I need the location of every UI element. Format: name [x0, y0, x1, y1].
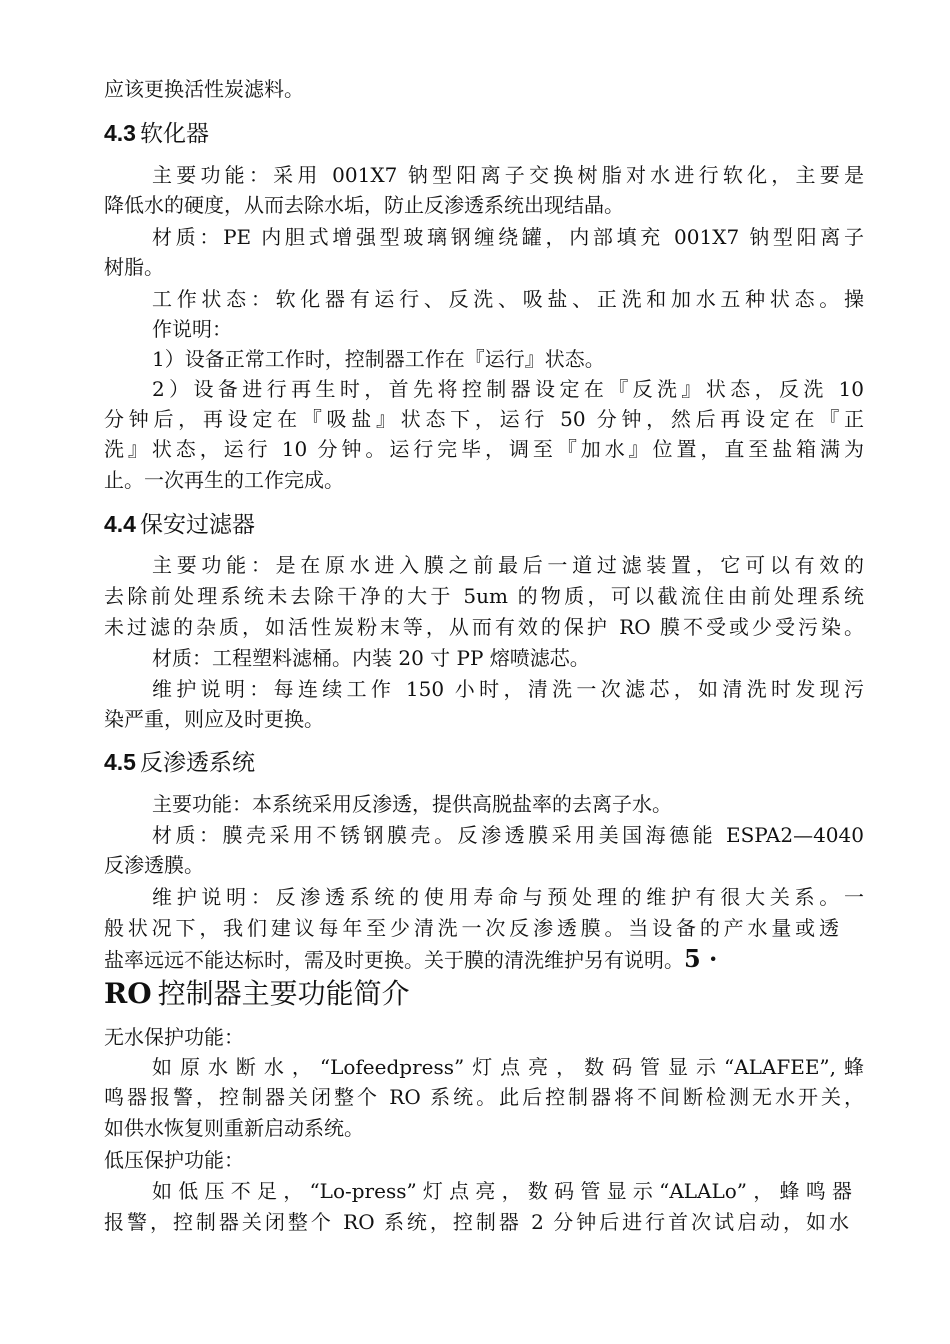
- paragraph-line: 如供水恢复则重新启动系统。: [104, 1116, 364, 1140]
- paragraph-line: 2）设备进行再生时，首先将控制器设定在『反洗』状态，反洗 10: [152, 377, 864, 401]
- paragraph-line: 主要功能：采用 001X7 钠型阳离子交换树脂对水进行软化，主要是: [152, 163, 864, 187]
- paragraph-line: 低压保护功能：: [104, 1148, 244, 1172]
- paragraph-line: 材质：PE 内胆式增强型玻璃钢缠绕罐，内部填充 001X7 钠型阳离子: [152, 225, 864, 249]
- paragraph-line: 工作状态：软化器有运行、反洗、吸盐、正洗和加水五种状态。操: [152, 287, 864, 311]
- paragraph-text: 盐率远远不能达标时，需及时更换。关于膜的清洗维护另有说明。: [104, 948, 684, 972]
- paragraph-line: 材质：膜壳采用不锈钢膜壳。反渗透膜采用美国海德能 ESPA2—4040: [152, 823, 864, 847]
- paragraph-line: 未过滤的杂质，如活性炭粉末等，从而有效的保护 RO 膜不受或少受污染。: [104, 615, 864, 639]
- paragraph-line: 1）设备正常工作时，控制器工作在『运行』状态。: [152, 347, 605, 371]
- paragraph-line: 报警，控制器关闭整个 RO 系统，控制器 2 分钟后进行首次试启动，如水: [104, 1210, 849, 1234]
- paragraph-line: 树脂。: [104, 255, 164, 279]
- paragraph-line: 如低压不足，“Lo-press”灯点亮，数码管显示“ALALo”，蜂鸣器: [152, 1179, 852, 1203]
- paragraph-line: [104, 944, 717, 975]
- paragraph-line: 染严重，则应及时更换。: [104, 707, 324, 731]
- section-number: 4.5: [104, 749, 136, 775]
- paragraph-line: 应该更换活性炭滤料。: [104, 77, 304, 101]
- section-heading-4-5: [104, 746, 255, 778]
- section-number-fragment: 5 ·: [684, 944, 718, 973]
- paragraph-line: 洗』状态，运行 10 分钟。运行完毕，调至『加水』位置，直至盐箱满为: [104, 437, 864, 461]
- paragraph-line: 分钟后，再设定在『吸盐』状态下，运行 50 分钟，然后再设定在『正: [104, 407, 864, 431]
- section-prefix: RO: [104, 977, 152, 1010]
- section-title: 保安过滤器: [139, 511, 255, 537]
- paragraph-line: 鸣器报警，控制器关闭整个 RO 系统。此后控制器将不间断检测无水开关，: [104, 1085, 864, 1109]
- section-number: 4.3: [104, 120, 136, 146]
- section-heading-4-3: [104, 117, 209, 149]
- paragraph-line: 止。一次再生的工作完成。: [104, 468, 344, 492]
- paragraph-line: 作说明：: [152, 317, 232, 341]
- section-title: 软化器: [139, 120, 209, 146]
- section-title: 反渗透系统: [139, 749, 255, 775]
- paragraph-line: 主要功能：本系统采用反渗透，提供高脱盐率的去离子水。: [152, 792, 672, 816]
- paragraph-line: 如原水断水，“Lofeedpress”灯点亮，数码管显示“ALAFEE”,蜂: [152, 1055, 864, 1079]
- paragraph-line: 维护说明：反渗透系统的使用寿命与预处理的维护有很大关系。一: [152, 885, 864, 909]
- paragraph-line: 去除前处理系统未去除干净的大于 5um 的物质，可以截流住由前处理系统: [104, 584, 864, 608]
- paragraph-line: 维护说明：每连续工作 150 小时，清洗一次滤芯，如清洗时发现污: [152, 677, 864, 701]
- section-heading-5: [104, 976, 410, 1012]
- paragraph-line: 主要功能：是在原水进入膜之前最后一道过滤装置，它可以有效的: [152, 553, 864, 577]
- paragraph-line: 降低水的硬度，从而去除水垢，防止反渗透系统出现结晶。: [104, 193, 624, 217]
- paragraph-line: 无水保护功能：: [104, 1025, 244, 1049]
- paragraph-line: 反渗透膜。: [104, 853, 204, 877]
- section-title: 控制器主要功能简介: [157, 977, 410, 1010]
- paragraph-line: 般状况下，我们建议每年至少清洗一次反渗透膜。当设备的产水量或透: [104, 916, 839, 940]
- section-heading-4-4: [104, 508, 255, 540]
- paragraph-line: 材质：工程塑料滤桶。内装 20 寸 PP 熔喷滤芯。: [152, 646, 590, 670]
- section-number: 4.4: [104, 511, 136, 537]
